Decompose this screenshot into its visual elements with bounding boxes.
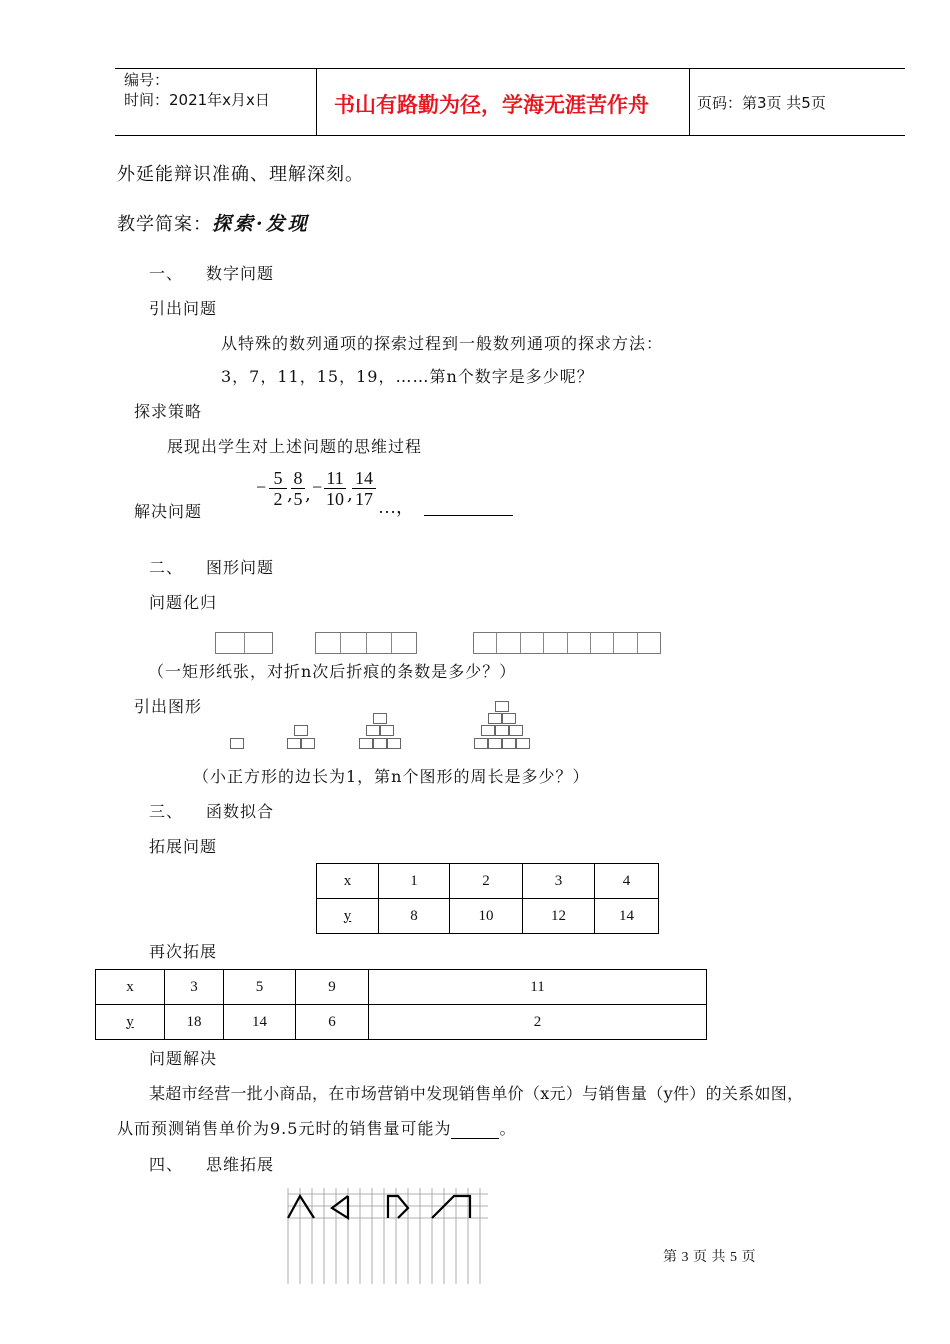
fraction-3-den: 10 [326, 489, 344, 509]
intro-line: 外延能辩识准确、理解深刻。 [117, 164, 364, 185]
plan-title: 探索·发现 [212, 213, 310, 235]
fold-strip-1 [215, 632, 273, 654]
frac-comma-3: , [347, 484, 353, 505]
fraction-2-num: 8 [293, 468, 303, 488]
table-2-row-x [96, 970, 707, 1005]
table-cell: y [96, 1005, 165, 1040]
header-motto: 书山有路勤为径，学海无涯苦作舟 [334, 93, 649, 117]
table-cell: 6 [296, 1005, 369, 1040]
table-1-row-x [317, 864, 659, 899]
seq-tail: …， [378, 497, 414, 517]
frac-sign-1: − [256, 477, 267, 497]
sec3-sub-solve: 问题解决 [149, 1049, 218, 1068]
table-2 [95, 969, 707, 1040]
table-cell: 2 [369, 1005, 707, 1040]
sec1-sub-solve: 解决问题 [134, 502, 203, 521]
fraction-2-den: 5 [293, 489, 303, 509]
header-top-rule [115, 68, 905, 69]
sec1-sub-strategy: 探求策略 [134, 402, 203, 421]
table-cell: 12 [523, 899, 595, 934]
sec2-sub-figure: 引出图形 [134, 697, 203, 716]
header-divider-2 [689, 68, 690, 136]
sec1-para2: 3，7，11，15，19，……第n个数字是多少呢？ [221, 367, 594, 386]
sec1-sub-intro: 引出问题 [149, 299, 218, 318]
fraction-1-num: 5 [273, 468, 283, 488]
answer-blank-1 [424, 515, 513, 516]
plan-label [117, 209, 310, 236]
sec2-heading-num: 二、 [149, 558, 184, 577]
sec2-caption1: （一矩形纸张，对折n次后折痕的条数是多少？） [148, 662, 517, 681]
table-cell: 3 [523, 864, 595, 899]
table-cell: y [317, 899, 379, 934]
fold-strip-2 [315, 632, 417, 654]
header-number-label: 编号： [124, 71, 170, 89]
table-cell: 10 [450, 899, 523, 934]
fraction-2 [291, 468, 305, 509]
table-cell: 18 [165, 1005, 224, 1040]
sec3-para1: 某超市经营一批小商品，在市场营销中发现销售单价（x元）与销售量（y件）的关系如图， [149, 1084, 804, 1103]
table-cell: 11 [369, 970, 707, 1005]
frac-comma-1: , [287, 484, 293, 505]
sec2-sub-reduce: 问题化归 [149, 593, 218, 612]
frac-comma-2: , [305, 484, 311, 505]
sec1-heading: 数字问题 [206, 264, 275, 283]
table-cell: x [317, 864, 379, 899]
table-1-row-y [317, 899, 659, 934]
footer-page-number: 第 3 页 共 5 页 [663, 1250, 756, 1265]
fraction-1 [269, 468, 287, 509]
table-cell: 14 [595, 899, 659, 934]
fraction-3 [324, 468, 346, 509]
sec2-caption2: （小正方形的边长为1，第n个图形的周长是多少？） [193, 767, 590, 786]
sec3-para2-text: 从而预测销售单价为9.5元时的销售量可能为 [117, 1119, 452, 1138]
sec3-para2 [117, 1116, 516, 1139]
table-2-row-y [96, 1005, 707, 1040]
table-cell: 14 [224, 1005, 296, 1040]
sec3-sub-again: 再次拓展 [149, 942, 218, 961]
sec3-heading-num: 三、 [149, 802, 184, 821]
answer-blank-2 [451, 1119, 499, 1139]
table-cell: 1 [379, 864, 450, 899]
table-cell: x [96, 970, 165, 1005]
table-1 [316, 863, 659, 934]
sec1-heading-num: 一、 [149, 264, 184, 283]
header-bottom-rule [115, 135, 905, 136]
plan-label-text: 教学简案： [117, 214, 212, 235]
fraction-4 [352, 468, 376, 509]
fraction-1-den: 2 [273, 489, 283, 509]
sec4-heading-num: 四、 [149, 1155, 184, 1174]
sec3-heading: 函数拟合 [206, 802, 275, 821]
sec3-para2-end: 。 [499, 1119, 517, 1138]
table-cell: 3 [165, 970, 224, 1005]
fraction-4-num: 14 [355, 468, 373, 488]
header-time-label: 时间：2021年x月x日 [124, 91, 270, 109]
sec3-sub-extend: 拓展问题 [149, 837, 218, 856]
fold-strip-3 [473, 632, 661, 654]
table-cell: 9 [296, 970, 369, 1005]
frac-sign-3: − [312, 477, 323, 497]
header-divider-1 [316, 68, 317, 136]
fraction-3-num: 11 [326, 468, 344, 488]
header-page-info: 页码：第3页 共5页 [697, 94, 826, 112]
table-cell: 2 [450, 864, 523, 899]
sec1-para1: 从特殊的数列通项的探索过程到一般数列通项的探求方法： [221, 334, 664, 353]
fraction-4-den: 17 [355, 489, 373, 509]
sec2-heading: 图形问题 [206, 558, 275, 577]
table-cell: 5 [224, 970, 296, 1005]
thinking-grid-figure [280, 1188, 495, 1284]
table-cell: 8 [379, 899, 450, 934]
sec1-para3: 展现出学生对上述问题的思维过程 [167, 437, 423, 456]
sec4-heading: 思维拓展 [206, 1155, 275, 1174]
table-cell: 4 [595, 864, 659, 899]
glyph-strokes [288, 1196, 470, 1218]
